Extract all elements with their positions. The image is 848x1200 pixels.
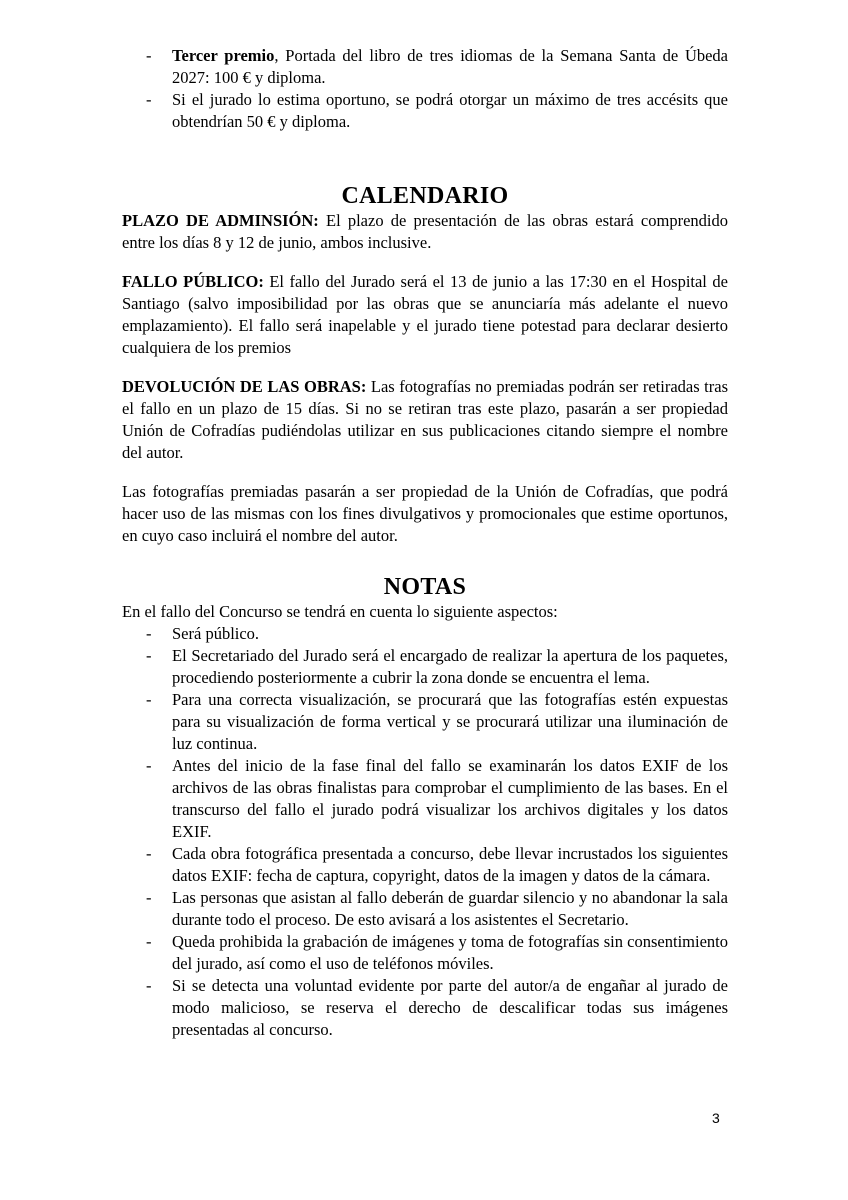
note-text: El Secretariado del Jurado será el encargado de realizar la apertura de los paquetes, procediendo posteriormente a cubrir la zona donde se encuentra el lema. — [172, 646, 728, 687]
list-item — [122, 689, 728, 755]
devolucion-paragraph — [122, 376, 728, 464]
list-item — [122, 931, 728, 975]
note-text: Si se detecta una voluntad evidente por parte del autor/a de engañar al jurado de modo malicioso, se reserva el derecho de descalificar todas sus imágenes presentadas al concurso. — [172, 976, 728, 1039]
devolucion-text: Las fotografías no premiadas podrán ser retiradas tras el fallo en un plazo de 15 días. Si no se retiran tras este plazo, pasarán a ser propiedad Unión de Cofradías pudiéndolas utilizar en sus publicaciones citando siempre el nombre del autor. — [122, 377, 729, 462]
list-item — [122, 755, 728, 843]
fallo-paragraph — [122, 271, 728, 359]
bullet-dash: - — [146, 844, 152, 863]
premiadas-paragraph: Las fotografías premiadas pasarán a ser propiedad de la Unión de Cofradías, que podrá hacer uso de las mismas con los fines divulgativos y promocionales que estime oportunos, en cuyo caso incluirá el nombre del autor. — [122, 482, 728, 545]
page-number: 3 — [712, 1110, 720, 1126]
notas-heading: NOTAS — [383, 574, 467, 600]
bullet-dash: - — [146, 888, 152, 907]
note-text: Las personas que asistan al fallo deberán de guardar silencio y no abandonar la sala durante todo el proceso. De esto avisará a los asistentes el Secretario. — [172, 888, 728, 929]
plazo-label: PLAZO DE ADMINSIÓN: — [122, 211, 319, 230]
fallo-text: El fallo del Jurado será el 13 de junio a las 17:30 en el Hospital de Santiago (salvo imposibilidad por las obras que se anunciaría más adelante el nuevo emplazamiento). El fallo será inapelable y el jurado tiene potestad para declarar desierto cualquiera de los premios — [122, 272, 728, 357]
bullet-dash: - — [146, 90, 152, 109]
bullet-dash: - — [146, 932, 152, 951]
notas-intro: En el fallo del Concurso se tendrá en cuenta lo siguiente aspectos: — [122, 602, 558, 621]
note-text: Queda prohibida la grabación de imágenes y toma de fotografías sin consentimiento del jurado, así como el uso de teléfonos móviles. — [172, 932, 728, 973]
bullet-dash: - — [146, 976, 152, 995]
prize-lead: Tercer premio — [172, 46, 275, 65]
bullet-dash: - — [146, 646, 152, 665]
note-text: Cada obra fotográfica presentada a concurso, debe llevar incrustados los siguientes datos EXIF: fecha de captura, copyright, datos de la imagen y datos de la cámara. — [172, 844, 728, 885]
list-item — [122, 887, 728, 931]
bullet-dash: - — [146, 690, 152, 709]
prize-list — [122, 45, 728, 133]
prize-text: Si el jurado lo estima oportuno, se podrá otorgar un máximo de tres accésits que obtendrían 50 € y diploma. — [172, 90, 728, 131]
note-text: Para una correcta visualización, se procurará que las fotografías estén expuestas para su visualización de forma vertical y se procurará utilizar una iluminación de luz continua. — [172, 690, 728, 753]
page-content — [122, 45, 728, 1041]
plazo-paragraph — [122, 210, 728, 254]
list-item — [122, 975, 728, 1041]
list-item — [122, 645, 728, 689]
note-text: Será público. — [172, 624, 260, 643]
list-item — [122, 89, 728, 133]
fallo-label: FALLO PÚBLICO: — [122, 272, 264, 291]
bullet-dash: - — [146, 624, 152, 643]
list-item — [122, 623, 728, 645]
note-text: Antes del inicio de la fase final del fallo se examinarán los datos EXIF de los archivos de las obras finalistas para comprobar el cumplimiento de las bases. En el transcurso del fallo el jurado podrá visualizar los archivos digitales y los datos EXIF. — [172, 756, 728, 841]
bullet-dash: - — [146, 46, 152, 65]
notas-list — [122, 623, 728, 1041]
list-item — [122, 843, 728, 887]
calendario-heading: CALENDARIO — [341, 183, 509, 209]
plazo-text: El plazo de presentación de las obras estará comprendido entre los días 8 y 12 de junio, ambos inclusive. — [122, 211, 728, 252]
prize-text: , Portada del libro de tres idiomas de la Semana Santa de Úbeda 2027: 100 € y diploma. — [172, 46, 729, 87]
list-item — [122, 45, 728, 89]
devolucion-label: DEVOLUCIÓN DE LAS OBRAS: — [122, 377, 367, 396]
bullet-dash: - — [146, 756, 152, 775]
